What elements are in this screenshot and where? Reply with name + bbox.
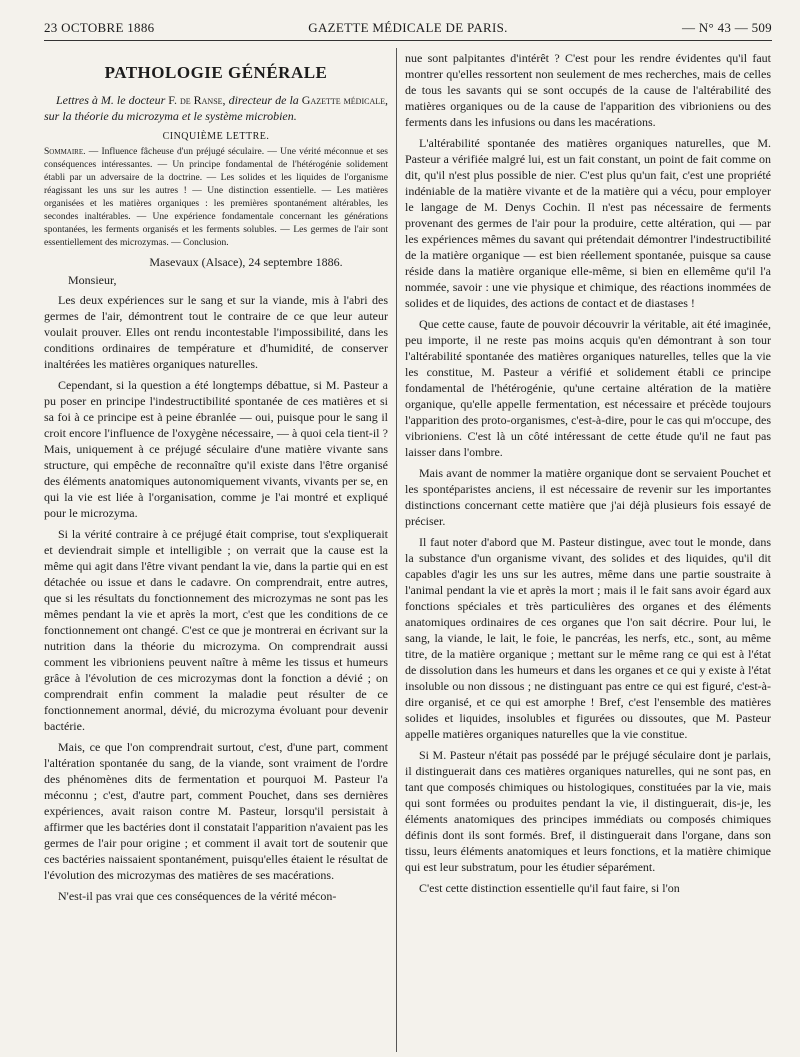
summary-text: — Influence fâcheuse d'un préjugé séculaire. — Une vérité méconnue et ses conséquences intéressantes. — Un principe fondamental de l'hétérogénie solidement établi par un adversaire de la doctrine. — Les solides et les liquides de l'organisme réagissant les uns sur les autres ! — Une distinction essentielle. — Les matières organisées et les matières organiques : les premières spontanément altérables, les secondes inaltérables. — Une expérience fondamentale concernant les générations spontanées, les ferments organisés et les ferments solubles. — Les germes de l'air sont essentiellement des microzymas. — Conclusion. (44, 147, 388, 248)
paragraph: N'est-il pas vrai que ces conséquences de la vérité mécon- (58, 889, 337, 903)
byline-mid: directeur de la (228, 93, 299, 107)
right-column (405, 50, 771, 1050)
paragraph: Mais, ce que l'on comprendrait surtout, c'est, d'une part, comment l'altération spontanée du sang, de la viande, sont vraiment de l'ordre des phénomènes dits de fermentation et pourquoi M. Pasteur l'a méconnu ; c'est, d'autre part, comment Pouchet, dans ses dernières expériences, avait raison contre M. Pasteur, lorsqu'il persistait à affirmer que les bactéries dont il constatait l'apparition n'avaient pas les germes de l'air pour origine ; et comment il avait tort de soutenir que ces bactéries naissaient spontanément, puisqu'elles étaient le résultat de l'évolution des microzymas des matières de ses macérations. (44, 740, 388, 882)
byline-journal: Gazette médicale, (301, 93, 388, 107)
column-divider (396, 48, 397, 1052)
salutation: Monsieur, (68, 273, 117, 287)
paragraph: Il faut noter d'abord que M. Pasteur distingue, avec tout le monde, dans la substance d'un organisme vivant, des solides et des liquides, qu'il dit capables d'agir les uns sur les autres, même dans une partie soustraite à l'animal pendant la vie et après la mort ; mais il le fait sans avoir égard aux fonctions spéciales et très particulières des organes et des éléments anatomiques ordinaires de ces organes que l'on sait décrire. Pour lui, le sang, la viande, le lait, le foie, le pancréas, les nerfs, etc., sont, au même titre, de la matière organique ; mettant sur le même rang ce qui est à l'état de dissolution dans les humeurs et dans les organes et ce qui y existe à l'état insoluble ou non dissous ; ne distinguant pas entre ce qui est figuré, c'est-à-dire organisé, et ce qui est amorphe ! Bref, c'est l'ensemble des matières solides et liquides, insolubles et figurées ou dissoutes, que M. Pasteur appelle matières organiques naturelles que la vie constitue. (405, 535, 771, 741)
letter-number: CINQUIÈME LETTRE. (162, 131, 270, 142)
running-header (44, 20, 772, 38)
place-date: Masevaux (Alsace), 24 septembre 1886. (149, 255, 343, 269)
byline-suffix: sur la théorie du microzyma et le système microbien. (44, 109, 297, 123)
paragraph: L'altérabilité spontanée des matières organiques naturelles, que M. Pasteur a vérifiée malgré lui, est un fait constant, un point de fait comme on dit, qu'il n'est plus possible de nier. C'est plus qu'un fait, c'est une propriété indéniable de la matière vivante et de la matière qui a vécu, pour employer le langage de M. Denys Cochin. Il n'est pas nécessaire de ferments provenant des germes de l'air pour la produire, cette altération, qui — par les expériences mêmes du savant qui prétendait démontrer l'indestructibilité de la matière organique — est bien réellement spontanée, puisque sa cause réside dans la matière organique elle-même, si bien en ellemême qu'il l'a nommée, savoir : une vie physique et chimique, des réactions inommées de solides et de liquides, des actions de contact et de diastases ! (405, 136, 771, 310)
paragraph: Les deux expériences sur le sang et sur la viande, mis à l'abri des germes de l'air, démontrent tout le contraire de ce que leur auteur voulait prouver. Elles ont rendu incontestable l'impossibilité, dans les conditions ordinaires de température et d'humidité, de conserver inaltérées les matières organiques naturelles. (44, 293, 388, 371)
header-journal-title: GAZETTE MÉDICALE DE PARIS. (308, 20, 508, 35)
section-title: PATHOLOGIE GÉNÉRALE (104, 63, 328, 82)
header-issue-page: — N° 43 — 509 (682, 20, 772, 35)
header-rule (44, 40, 772, 41)
article-byline (44, 92, 388, 124)
paragraph: nue sont palpitantes d'intérêt ? C'est pour les rendre évidentes qu'il faut montrer qu'elles ressortent non seulement de mes recherches, mais de celles de tous les savants qui se sont occupés de la cause de l'altérabilité des matières organiques ou de la cause de l'apparition des vibrioniens ou des ferments dans les infusions ou dans les macérations. (405, 51, 771, 129)
byline-prefix: Lettres à M. le docteur (56, 93, 166, 107)
paragraph: Si M. Pasteur n'était pas possédé par le préjugé séculaire dont je parlais, il distinguerait dans ces matières organiques naturelles, qui ne sont pas, en tant que composés chimiques ou histologiques, constituées par la vie, mais qui sont formées ou produites pendant la vie, il distinguerait, dis-je, les éléments anatomiques des principes immédiats ou composés chimiques définis dont ils sont formés. Bref, il distinguerait dans l'organe, dans son tissu, leurs éléments anatomiques et leurs fonctions, et la matière chimique qui est leur substratum, pour les étudier séparément. (405, 748, 771, 874)
paragraph: Si la vérité contraire à ce préjugé était comprise, tout s'expliquerait et deviendrait simple et intelligible ; on verrait que la cause est la même qui agit dans l'être vivant pendant la vie, dans la partie qui en est détachée ou issue et dans le cadavre. On comprendrait, entre autres, que si les résultats du fonctionnement des microzymas ne sont pas les mêmes pendant la vie et après la mort, c'est que les conditions de ce fonctionnement ont changé. C'est ce que je montrerai en écrivant sur la nutrition dans la théorie du microzyma. On comprendrait aussi comment les vibrioniens peuvent naître à même les tissus et humeurs grâce à l'évolution de ces microzymas dont la fonction a dévié ; on comprendrait enfin comment la maladie peut résulter de ce fonctionnement anormal, dévié, du microzyma évoluant pour devenir bactérie. (44, 527, 388, 733)
paragraph: C'est cette distinction essentielle qu'il faut faire, si l'on (419, 881, 680, 895)
paragraph: Cependant, si la question a été longtemps débattue, si M. Pasteur a pu poser en principe l'indestructibilité spontanée de ces matières et si sa foi à ce principe est à peine ébranlée — oui, puisque pour le sang il croit encore l'influence de l'oxygène nécessaire, — à quoi cela tient-il ? Mais, uniquement à ce préjugé séculaire d'une matière vivante sans structure, qui empêche de reconnaître qu'il existe dans l'être organisé des éléments anatomiques autonomiquement vivants, vivants per se, en qui la vie est liée à l'organisation, comme je l'ai montré et expliqué pour le microzyma. (44, 378, 388, 520)
summary-label: Sommaire. (44, 147, 86, 157)
paragraph: Mais avant de nommer la matière organique dont se servaient Pouchet et les spontéparistes anciens, il est nécessaire de revenir sur les importantes distinctions concernant cette matière que j'ai déjà plusieurs fois essayé de préciser. (405, 466, 771, 528)
header-date: 23 OCTOBRE 1886 (44, 20, 155, 35)
paragraph: Que cette cause, faute de pouvoir découvrir la véritable, ait été imaginée, peu importe, il ne reste pas moins acquis qu'en démontrant à son tour l'altérabilité spontanée des matières organiques naturelles, telles que la vie les constitue, M. Pasteur a vérifié et solidement établi ce principe fondamental de l'hétérogénie, qu'une certaine altération de la matière organique, qu'elle appelle fermentation, est nécessaire et précède toujours l'apparition des proto-organismes, c'est-à-dire, pour le cas qui m'occupe, des vibrioniens. C'est là un côté intéressant de cette étude qu'il ne faut pas laisser dans l'ombre. (405, 317, 771, 459)
left-column (44, 50, 388, 1050)
summary (44, 146, 388, 250)
byline-name: F. de Ranse, (168, 93, 226, 107)
